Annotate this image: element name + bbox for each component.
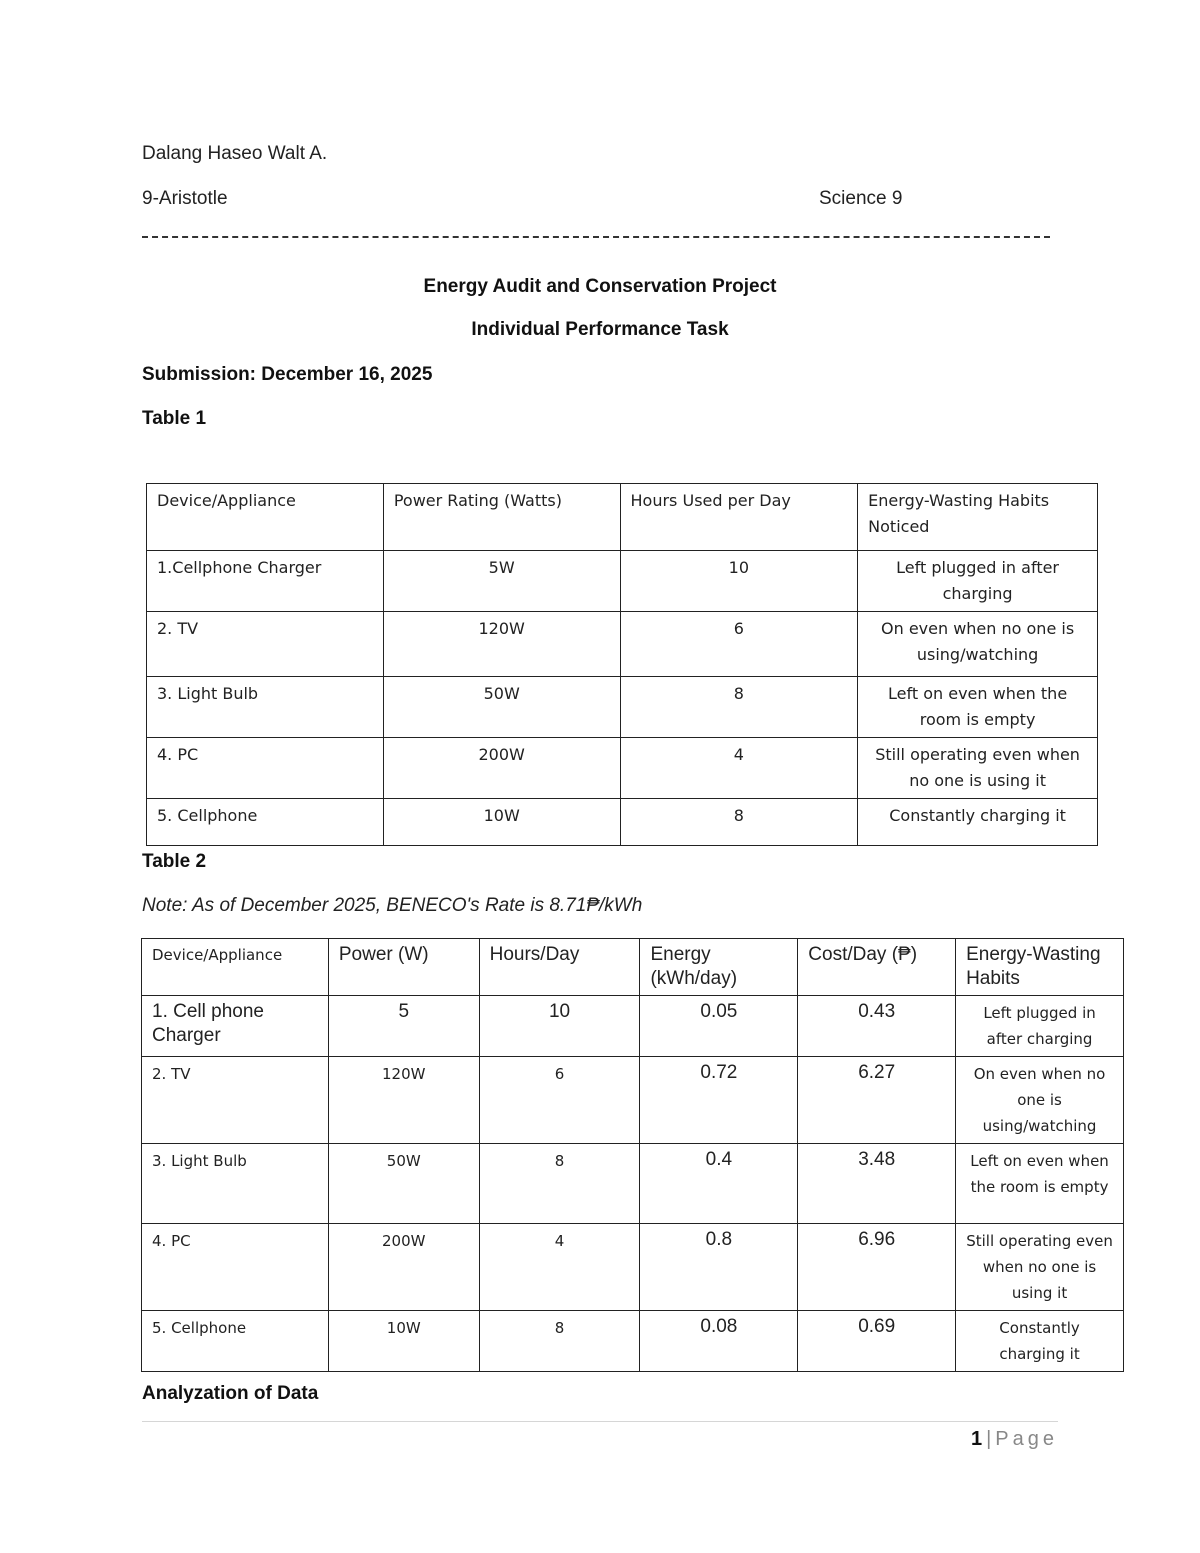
page-number-value: 1 — [970, 1428, 983, 1450]
habit-cell: On even when no one is using/watching — [956, 1057, 1124, 1144]
header-cell: Device/Appliance — [147, 484, 384, 551]
power-cell: 50W — [328, 1144, 479, 1224]
power-cell: 50W — [383, 677, 620, 738]
header-cell: Power Rating (Watts) — [383, 484, 620, 551]
energy-cell: 0.4 — [640, 1144, 798, 1224]
table-row — [142, 1144, 1124, 1224]
power-cell: 10W — [383, 799, 620, 846]
habit-cell: Left plugged in after charging — [858, 551, 1098, 612]
page-label: Page — [995, 1428, 1058, 1450]
header-cell: Energy-Wasting Habits — [956, 939, 1124, 996]
power-cell: 10W — [328, 1311, 479, 1372]
table-header-row — [147, 484, 1098, 551]
header-cell: Device/Appliance — [142, 939, 329, 996]
habit-cell: Still operating even when no one is using it — [956, 1224, 1124, 1311]
power-cell: 200W — [328, 1224, 479, 1311]
table-row — [147, 677, 1098, 738]
hours-cell: 10 — [620, 551, 858, 612]
device-cell: 2. TV — [147, 612, 384, 677]
class-section: 9-Aristotle — [142, 188, 228, 209]
cost-cell: 0.69 — [798, 1311, 956, 1372]
habit-cell: Left on even when the room is empty — [956, 1144, 1124, 1224]
device-cell: 4. PC — [142, 1224, 329, 1311]
habit-cell: Constantly charging it — [956, 1311, 1124, 1372]
header-cell: Hours Used per Day — [620, 484, 858, 551]
energy-cell: 0.05 — [640, 996, 798, 1057]
habit-cell: Left plugged in after charging — [956, 996, 1124, 1057]
hours-cell: 10 — [479, 996, 640, 1057]
energy-cell: 0.08 — [640, 1311, 798, 1372]
header-cell: Hours/Day — [479, 939, 640, 996]
hours-cell: 6 — [479, 1057, 640, 1144]
hours-cell: 8 — [620, 799, 858, 846]
power-cell: 200W — [383, 738, 620, 799]
table-row — [147, 551, 1098, 612]
device-cell: 1. Cell phone Charger — [142, 996, 329, 1057]
device-cell: 3. Light Bulb — [142, 1144, 329, 1224]
device-cell: 5. Cellphone — [147, 799, 384, 846]
table-row — [147, 612, 1098, 677]
hours-cell: 8 — [620, 677, 858, 738]
dashed-divider — [142, 236, 1050, 238]
device-cell: 3. Light Bulb — [147, 677, 384, 738]
document-subtitle: Individual Performance Task — [471, 319, 729, 340]
cost-cell: 6.96 — [798, 1224, 956, 1311]
device-cell: 5. Cellphone — [142, 1311, 329, 1372]
page-separator: | — [986, 1428, 992, 1450]
hours-cell: 8 — [479, 1144, 640, 1224]
table1-label: Table 1 — [142, 408, 207, 429]
cost-cell: 0.43 — [798, 996, 956, 1057]
header-cell: Cost/Day (₱) — [798, 939, 956, 996]
document-title: Energy Audit and Conservation Project — [423, 276, 777, 297]
hours-cell: 8 — [479, 1311, 640, 1372]
table-row — [142, 1224, 1124, 1311]
cost-cell: 3.48 — [798, 1144, 956, 1224]
table-header-row — [142, 939, 1124, 996]
hours-cell: 4 — [620, 738, 858, 799]
rate-note: Note: As of December 2025, BENECO's Rate is 8.71₱/kWh — [142, 895, 643, 916]
table-row — [147, 738, 1098, 799]
power-cell: 5W — [383, 551, 620, 612]
device-cell: 4. PC — [147, 738, 384, 799]
submission-date: Submission: December 16, 2025 — [142, 364, 433, 385]
table2-label: Table 2 — [142, 851, 207, 872]
footer-divider — [142, 1421, 1058, 1422]
student-name: Dalang Haseo Walt A. — [142, 143, 328, 164]
power-cell: 120W — [383, 612, 620, 677]
hours-cell: 6 — [620, 612, 858, 677]
cost-cell: 6.27 — [798, 1057, 956, 1144]
header-cell: Power (W) — [328, 939, 479, 996]
hours-cell: 4 — [479, 1224, 640, 1311]
table-1 — [146, 483, 1098, 846]
page-number — [971, 1428, 1058, 1451]
table-2 — [141, 938, 1124, 1372]
table-row — [147, 799, 1098, 846]
energy-cell: 0.72 — [640, 1057, 798, 1144]
analysis-heading: Analyzation of Data — [142, 1383, 319, 1404]
device-cell: 1.Cellphone Charger — [147, 551, 384, 612]
header-cell: Energy-Wasting Habits Noticed — [858, 484, 1098, 551]
habit-cell: Constantly charging it — [858, 799, 1098, 846]
table-row — [142, 1311, 1124, 1372]
subject-label: Science 9 — [819, 188, 903, 209]
header-cell: Energy (kWh/day) — [640, 939, 798, 996]
power-cell: 5 — [328, 996, 479, 1057]
habit-cell: Left on even when the room is empty — [858, 677, 1098, 738]
table-row — [142, 996, 1124, 1057]
power-cell: 120W — [328, 1057, 479, 1144]
habit-cell: On even when no one is using/watching — [858, 612, 1098, 677]
habit-cell: Still operating even when no one is using it — [858, 738, 1098, 799]
table-row — [142, 1057, 1124, 1144]
device-cell: 2. TV — [142, 1057, 329, 1144]
energy-cell: 0.8 — [640, 1224, 798, 1311]
